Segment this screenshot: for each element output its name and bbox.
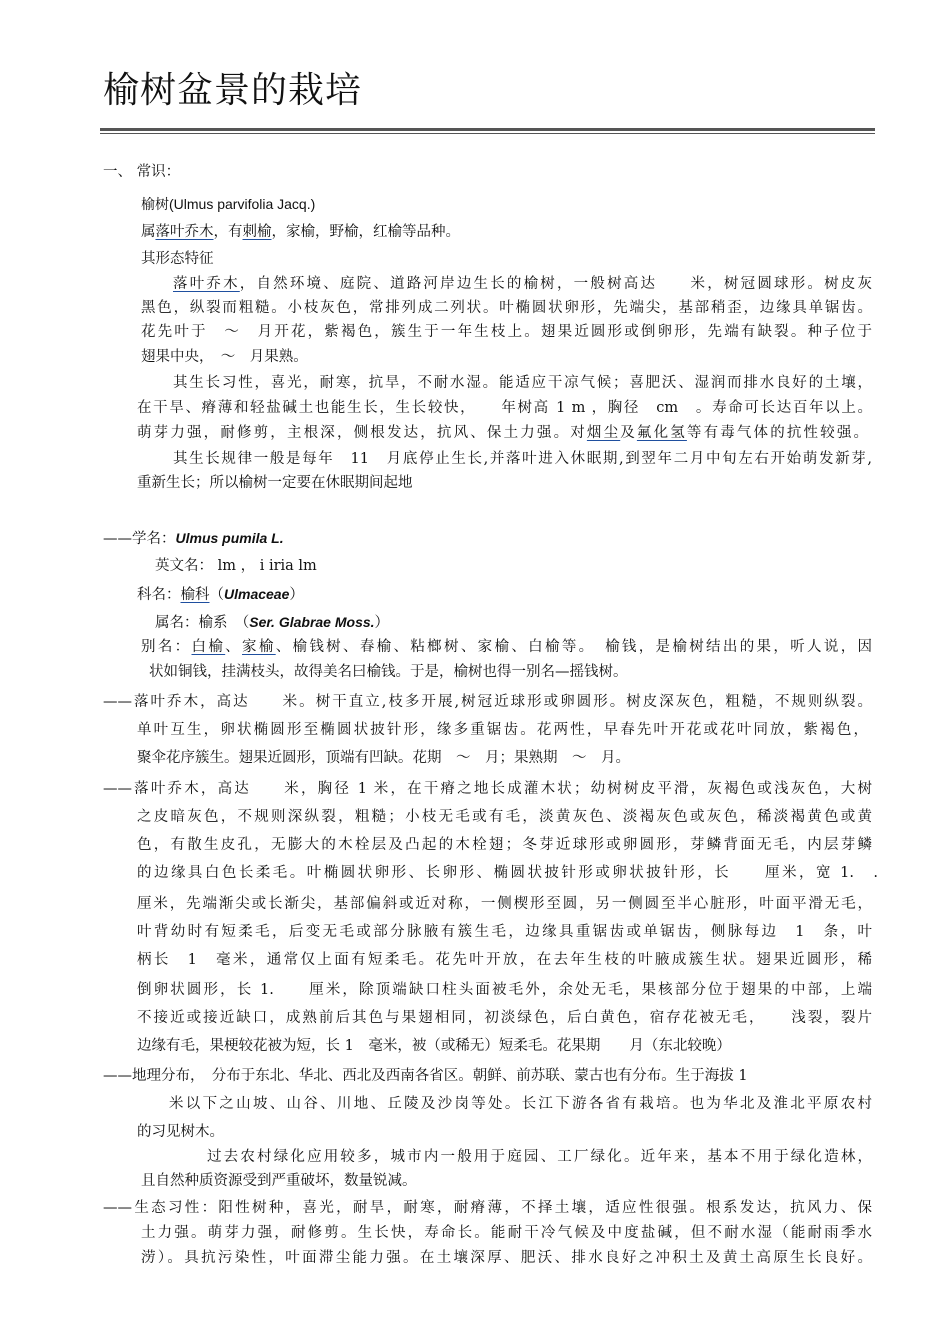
paragraph-line: ——地理分布， 分布于东北、华北、西北及西南各省区。朝鲜、前苏联、蒙古也有分布。生于海拔 1 (103, 1068, 748, 1084)
text-run: 米以下之山坡、山谷、川地、丘陵及沙岗等处。长江下游各省有栽培。也为华北及淮北平原农村 (169, 1096, 872, 1112)
paragraph-line: 聚伞花序簇生。翅果近圆形，顶端有凹缺。花期 ～ 月；果熟期 ～ 月。 (137, 750, 630, 766)
subheading: 其形态特征 (141, 251, 214, 267)
alias-line (141, 637, 872, 657)
text-run: 过去农村绿化应用较多，城市内一般用于庭园、工厂绿化。近年来，基本不用于绿化造林， (207, 1149, 872, 1165)
paragraph-line (137, 423, 868, 443)
text-run: 的边缘具白色长柔毛。叶椭圆状卵形、长卵形、椭圆状披针形或卵状披针形，长 厘米，宽 1. . (137, 865, 878, 881)
text-run: 其生长规律一般是每年 11 月底停止生长,并落叶进入休眠期,到翌年二月中旬左右开始萌发新芽, (173, 451, 872, 467)
paragraph-line (141, 322, 872, 342)
text-run: 等有毒气体的抗性较强。 (686, 425, 869, 441)
text-run: ——学名： (103, 531, 176, 547)
text-run: ） (289, 587, 304, 603)
latin-name: Ulmus pumila L. (175, 530, 284, 546)
text-run: 花先叶于 ～ 月开花，紫褐色，簇生于一年生枝上。翅果近圆形或倒卵形，先端有缺裂。种子位于 (141, 324, 872, 340)
paragraph-line (137, 398, 872, 418)
paragraph-line (137, 807, 872, 827)
text-run: 、 (225, 639, 243, 655)
paragraph-line (137, 950, 872, 970)
paragraph-line (137, 835, 872, 855)
text-run: ） (374, 615, 390, 631)
link-term[interactable]: 刺榆 (242, 224, 272, 240)
species-name-line (141, 194, 315, 214)
genus-name-line (155, 612, 389, 633)
link-term[interactable]: 落叶乔木 (173, 276, 240, 292)
paragraph-line: 的习见树木。 (137, 1124, 224, 1140)
text-run: （ (209, 587, 224, 603)
text-run: ——落叶乔木，高达 米，胸径 1 米，在干瘠之地长成灌木状；幼树树皮平滑，灰褐色或浅灰色，大树 (103, 781, 872, 797)
paragraph-line (141, 1248, 872, 1268)
scientific-name-line (103, 528, 284, 549)
text-run: 柄长 1 毫米，通常仅上面有短柔毛。花先叶开放，在去年生枝的叶腋成簇生状。翅果近圆形，稀 (137, 952, 872, 968)
family-line (137, 584, 304, 605)
text-run: 叶背幼时有短柔毛，后变无毛或部分脉腋有簇生毛，边缘具重锯齿或单锯齿，侧脉每边 1 条，叶 (137, 924, 872, 940)
paragraph-line (207, 1147, 872, 1167)
paragraph-line: 边缘有毛，果梗较花被为短，长 1 毫米，被（或稀无）短柔毛。花果期 月（东北较晚） (137, 1038, 731, 1054)
link-term[interactable]: 落叶乔木 (155, 224, 214, 240)
text-run: 其生长习性，喜光，耐寒，抗旱，不耐水湿。能适应干凉气候；喜肥沃、湿润而排水良好的土壤， (173, 375, 872, 391)
section-heading: 一、 常识： (103, 164, 181, 180)
page-title: 榆树盆景的栽培 (103, 70, 363, 111)
title-rule-thin (100, 133, 875, 134)
text-run: 黑色，纵裂而粗糙。小枝灰色，常排列成二列状。叶椭圆状卵形，先端尖，基部稍歪，边缘具单锯齿。 (141, 300, 872, 316)
text-run: 及 (620, 425, 637, 441)
link-term[interactable]: 烟尘 (586, 425, 621, 441)
paragraph-line (137, 922, 872, 942)
text-run: 土力强。萌芽力强，耐修剪。生长快，寿命长。能耐干冷气候及中度盐碱，但不耐水湿（能耐雨季水 (141, 1225, 872, 1241)
text-run: 萌芽力强，耐修剪，主根深，侧根发达，抗风、保土力强。对 (137, 425, 587, 441)
text-run: 色，有散生皮孔，无膨大的木栓层及凸起的木栓翅；冬芽近球形或卵圆形，芽鳞背面无毛，内层芽鳞 (137, 837, 872, 853)
text-run: ，自然环境、庭院、道路河岸边生长的榆树，一般树高达 米，树冠圆球形。树皮灰 (239, 276, 872, 292)
english-name-line: 英文名： lm ， i iria lm (155, 558, 317, 574)
paragraph-line (141, 1223, 872, 1243)
paragraph-line (137, 894, 872, 914)
text-run: 涝）。具抗污染性，叶面滞尘能力强。在土壤深厚、肥沃、排水良好之冲积土及黄土高原生长良好。 (141, 1250, 872, 1266)
paragraph-line: 且自然种质资源受到严重破坏，数量锐减。 (141, 1173, 417, 1189)
text-run: 属 (141, 224, 156, 240)
paragraph-line (173, 274, 872, 294)
paragraph-line (103, 1198, 872, 1218)
text-run: 别名： (141, 639, 192, 655)
text-run: ——生态习性：阳性树种，喜光，耐旱，耐寒，耐瘠薄，不择土壤，适应性很强。根系发达，抗风力、保 (103, 1200, 872, 1216)
paragraph-line (103, 779, 872, 799)
paragraph-line (137, 1008, 872, 1028)
title-rule-thick (100, 128, 875, 131)
paragraph-line (137, 980, 872, 1000)
paragraph-line: 状如铜钱，挂满枝头，故得美名曰榆钱。于是，榆树也得一别名—摇钱树。 (149, 664, 628, 680)
paragraph-line (173, 373, 872, 393)
text-run: ，家榆，野榆，红榆等品种。 (271, 224, 460, 240)
text-run: 之皮暗灰色，不规则深纵裂，粗糙；小枝无毛或有毛，淡黄灰色、淡褐灰色或灰色，稀淡褐黄色或黄 (137, 809, 872, 825)
text-run: ——落叶乔木，高达 米。树干直立,枝多开展,树冠近球形或卵圆形。树皮深灰色，粗糙，不规则纵裂。 (103, 694, 872, 710)
paragraph-line (141, 298, 872, 318)
paragraph-line (103, 692, 872, 712)
link-term[interactable]: 白榆 (191, 639, 226, 655)
text-run: ，有 (213, 224, 243, 240)
genus-line (141, 222, 460, 242)
link-term[interactable]: 氟化氢 (636, 425, 687, 441)
text-run: 属名：榆系 （ (155, 615, 250, 631)
link-term[interactable]: 榆科 (180, 587, 210, 603)
text-run: 单叶互生，卵状椭圆形至椭圆状披针形，缘多重锯齿。花两性，早春先叶开花或花叶同放，紫褐色， (137, 722, 868, 738)
paragraph-line (173, 449, 872, 469)
paragraph-line: 重新生长；所以榆树一定要在休眠期间起地 (137, 475, 413, 491)
text-run: 、榆钱树、春榆、粘榔树、家榆、白榆等。 榆钱，是榆树结出的果，听人说，因 (275, 639, 873, 655)
paragraph-line (137, 720, 868, 740)
species-name-text: 榆树(Ulmus parvifolia Jacq.) (141, 196, 316, 212)
paragraph-line (137, 863, 878, 883)
text-run: 不接近或接近缺口，成熟前后其色与果翅相同，初淡绿色，后白黄色，宿存花被无毛， 浅裂，裂片 (137, 1010, 872, 1026)
text-run: 在干旱、瘠薄和轻盐碱土也能生长，生长较快， 年树高 1 m ，胸径 cm 。寿命可长达百年以上。 (137, 400, 872, 416)
text-run: 倒卵状圆形，长 1. 厘米，除顶端缺口柱头面被毛外，余处无毛，果核部分位于翅果的中部，上端 (137, 982, 872, 998)
text-run: 厘米，先端渐尖或长渐尖，基部偏斜或近对称，一侧楔形至圆，另一侧圆至半心脏形，叶面平滑无毛， (137, 896, 872, 912)
latin-name: Ulmaceae (224, 586, 290, 602)
paragraph-line: 翅果中央， ～ 月果熟。 (141, 349, 308, 365)
link-term[interactable]: 家榆 (242, 639, 276, 655)
paragraph-line (169, 1094, 872, 1114)
latin-name: Ser. Glabrae Moss. (249, 614, 375, 630)
text-run: 科名： (137, 587, 181, 603)
